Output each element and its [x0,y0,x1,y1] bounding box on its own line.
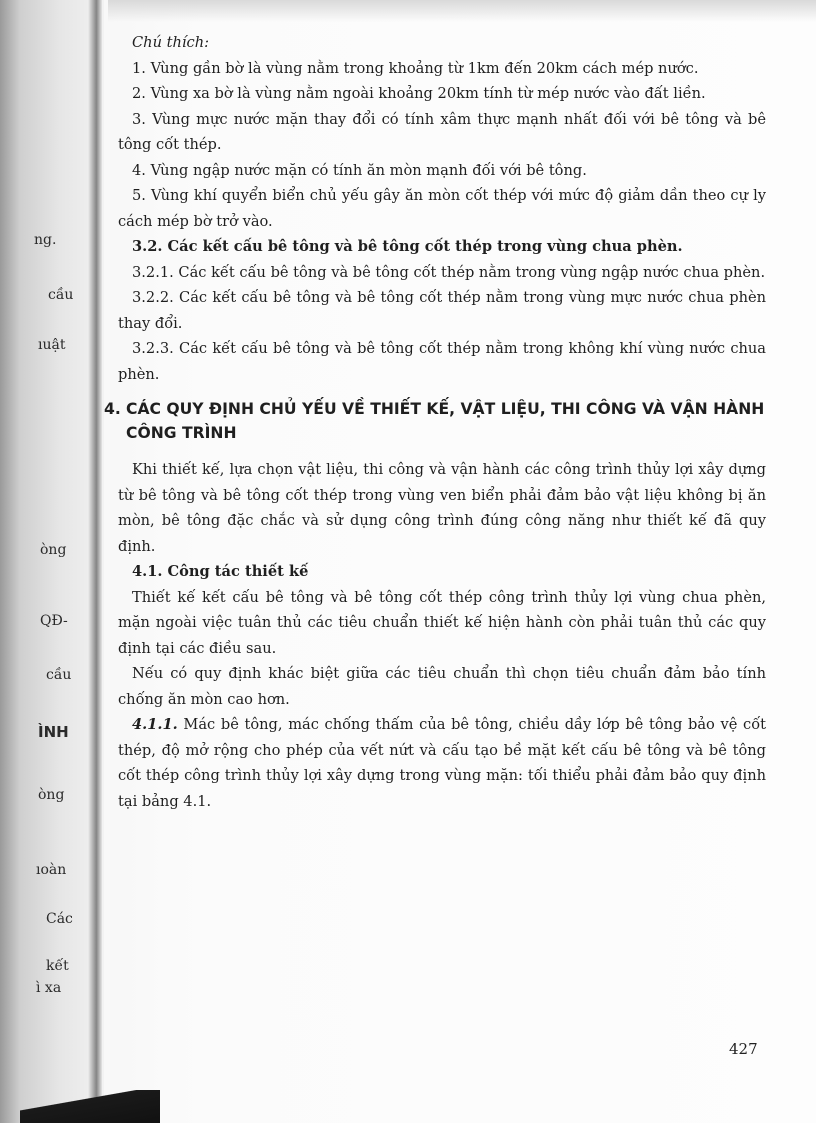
margin-fragment: ì xa [36,980,62,996]
margin-fragment: ıoàn [36,862,67,878]
section-3-2-item: 3.2.3. Các kết cấu bê tông và bê tông cốt thép nằm trong không khí vùng nước chua phèn. [118,340,766,383]
note-item: 3. Vùng mực nước mặn thay đổi có tính xâm thực mạnh nhất đối với bê tông và bê tông cốt thép. [118,110,766,153]
note-item: 5. Vùng khí quyển biển chủ yếu gây ăn mòn cốt thép với mức độ giảm dần theo cự ly cách mép bờ trở vào. [118,187,766,230]
page-top-shadow [108,0,816,22]
margin-fragment: cầu [46,667,72,683]
notes-title: Chú thích: [132,34,210,51]
page-content [104,30,767,814]
clause-number: 4.1.1. [132,716,178,733]
clause-4-1-1 [118,712,766,814]
section-4-1-paragraph: Nếu có quy định khác biệt giữa các tiêu chuẩn thì chọn tiêu chuẩn đảm bảo tính chống ăn mòn cao hơn. [118,665,766,708]
margin-fragment: kết [46,958,69,974]
section-4-number: 4. [104,400,121,418]
clause-text: Mác bê tông, mác chống thấm của bê tông, chiều dầy lớp bê tông bảo vệ cốt thép, độ mở rộng cho phép của vết nứt và cấu tạo bề mặt kết cấu bê tông và bê tông cốt thép công trình thủy lợi xây dựng trong vùng mặn: tối thiểu phải đảm bảo quy định tại bảng 4.1. [118,716,767,810]
note-item: 4. Vùng ngập nước mặn có tính ăn mòn mạnh đối với bê tông. [132,161,587,179]
note-item: 1. Vùng gần bờ là vùng nằm trong khoảng từ 1km đến 20km cách mép nước. [132,59,699,77]
margin-fragment: cầu [48,287,74,303]
margin-fragment: òng [40,542,67,558]
section-4-1-heading: 4.1. Công tác thiết kế [132,563,309,580]
margin-fragment: QĐ- [40,613,68,629]
margin-fragment: ÌNH [38,723,69,741]
section-4-1-paragraph: Thiết kế kết cấu bê tông và bê tông cốt thép công trình thủy lợi vùng chua phèn, mặn ngoài việc tuân thủ các tiêu chuẩn thiết kế hiện hành còn phải tuân thủ các quy định tại các điều sau. [118,588,766,657]
section-3-2-heading: 3.2. Các kết cấu bê tông và bê tông cốt thép trong vùng chua phèn. [132,238,683,255]
note-item: 2. Vùng xa bờ là vùng nằm ngoài khoảng 20km tính từ mép nước vào đất liền. [132,85,706,102]
spine-corner [20,1090,160,1123]
section-4-title: CÁC QUY ĐỊNH CHỦ YẾU VỀ THIẾT KẾ, VẬT LIỆU, THI CÔNG VÀ VẬN HÀNH CÔNG TRÌNH [126,400,765,442]
spine-shadow [88,0,102,1123]
margin-fragment: ıuật [38,337,66,353]
page-number: 427 [729,1040,758,1058]
section-3-2-item: 3.2.1. Các kết cấu bê tông và bê tông cốt thép nằm trong vùng ngập nước chua phèn. [132,263,766,281]
section-4-intro: Khi thiết kế, lựa chọn vật liệu, thi công và vận hành các công trình thủy lợi xây dựng từ bê tông và bê tông cốt thép trong vùng ven biển phải đảm bảo vật liệu không bị ăn mòn, bê tông đặc chắc và sử dụng công trình đúng công năng như thiết kế đã quy định. [118,461,766,555]
margin-fragment: ng. [34,232,57,248]
margin-fragment: Các [46,911,73,927]
section-4-heading [104,397,766,445]
section-3-2-item: 3.2.2. Các kết cấu bê tông và bê tông cốt thép nằm trong vùng mực nước chua phèn thay đổi. [118,289,766,332]
margin-fragment: òng [38,787,65,803]
